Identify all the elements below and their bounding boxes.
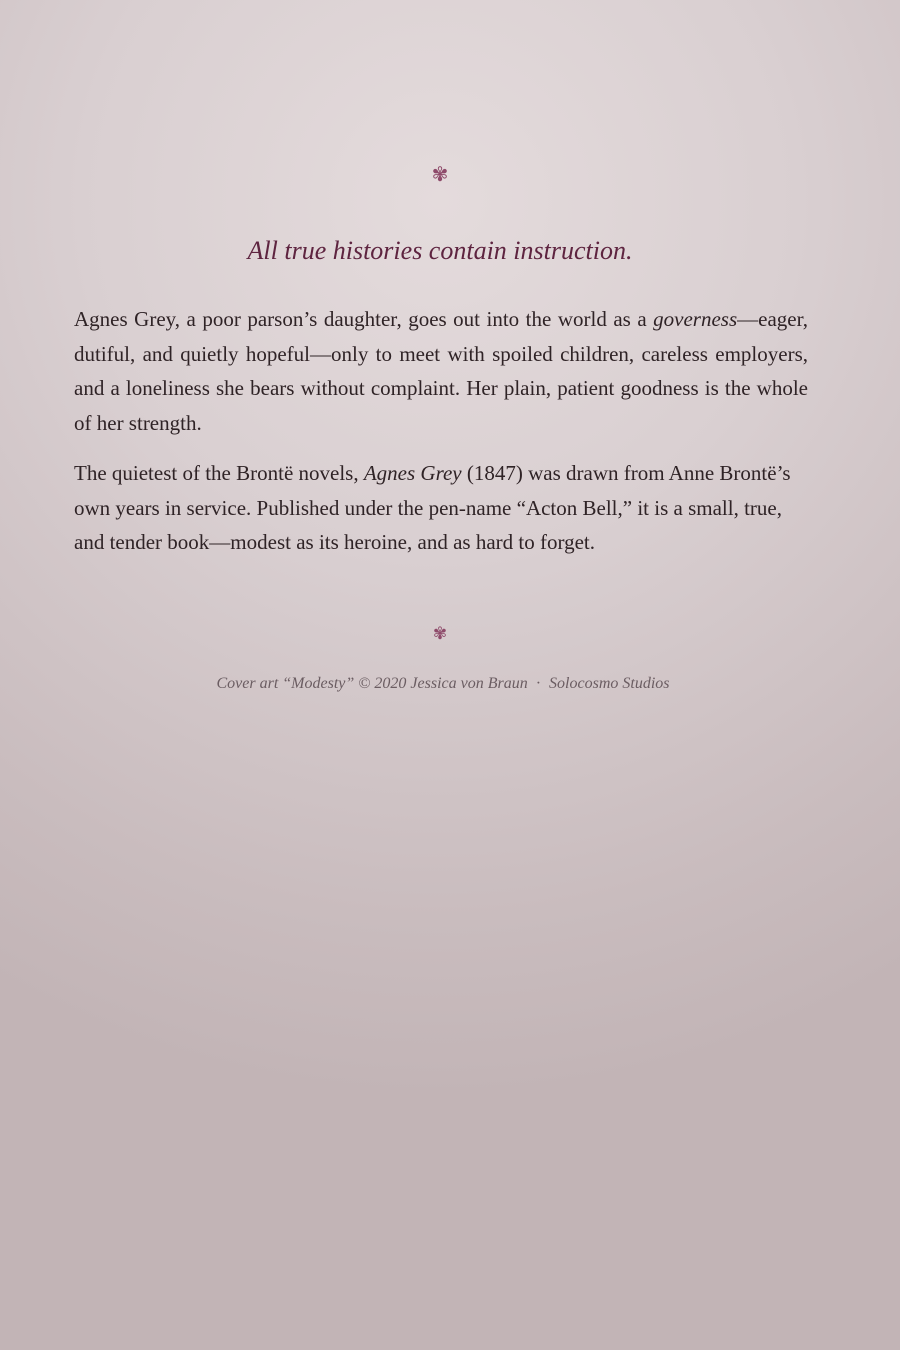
tagline: All true histories contain instruction. <box>247 236 633 265</box>
p2-text-before: The quietest of the Brontë novels, <box>74 461 364 485</box>
blurb-paragraph-1 <box>74 302 808 440</box>
p1-emphasis: governess <box>653 307 738 331</box>
p1-text-before: Agnes Grey, a poor parson’s daughter, goes out into the world as a <box>74 307 654 331</box>
cover-art-credit: Cover art “Modesty” © 2020 Jessica von Braun <box>216 675 528 692</box>
blurb-paragraph-2 <box>74 456 808 560</box>
cover-credit <box>0 672 886 696</box>
bottom-ornament-icon: ✾ <box>432 624 448 643</box>
p1-text-after: —eager, dutiful, and quietly hopeful—only to meet with spoiled children, careless employers, and a loneliness she bears without complaint. Her plain, patient goodness is the whole of her strength. <box>74 307 808 435</box>
blurb <box>74 302 808 576</box>
p2-emphasis: Agnes Grey <box>363 461 462 485</box>
studio-credit: Solocosmo Studios <box>549 675 670 692</box>
credit-separator: · <box>535 675 542 692</box>
p2-text-after: (1847) was drawn from Anne Brontë’s own years in service. Published under the pen-name “Acton Bell,” it is a small, true, and tender book—modest as its heroine, and as hard to forget. <box>74 461 791 554</box>
top-ornament-icon: ✾ <box>431 164 449 186</box>
